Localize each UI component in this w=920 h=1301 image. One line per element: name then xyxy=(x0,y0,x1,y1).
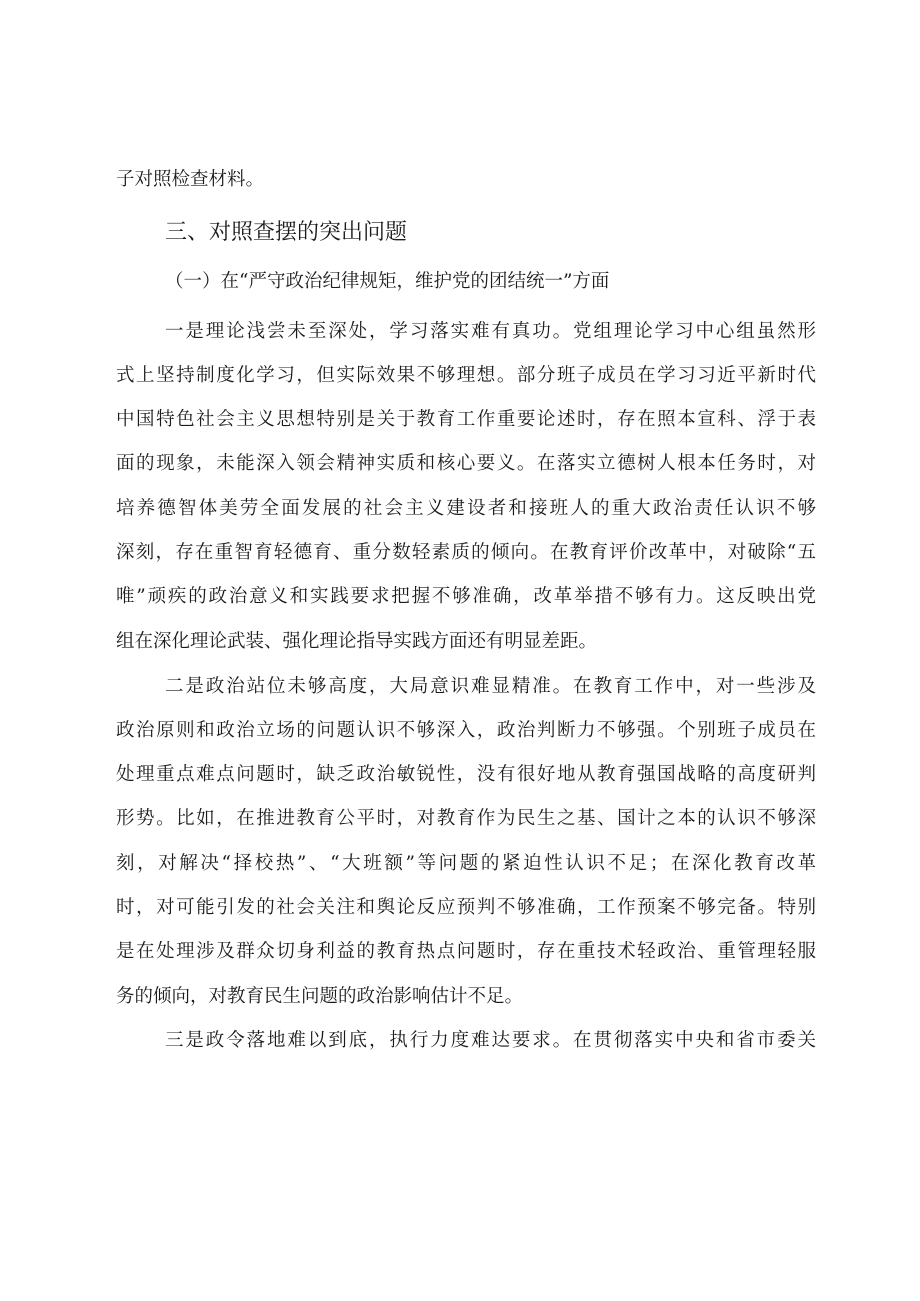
section-heading: 三、对照查摆的突出问题 xyxy=(165,220,408,245)
paragraph-1-line-7: 唯”顽疾的政治意义和实践要求把握不够准确，改革举措不够有力。这反映出党 xyxy=(116,586,816,607)
paragraph-2-line-2: 政治原则和政治立场的问题认识不够深入，政治判断力不够强。个别班子成员在 xyxy=(116,720,816,741)
paragraph-1-line-2: 式上坚持制度化学习，但实际效果不够理想。部分班子成员在学习习近平新时代 xyxy=(116,365,816,386)
paragraph-2-line-5: 刻，对解决“择校热”、“大班额”等问题的紧迫性认识不足；在深化教育改革 xyxy=(116,853,816,874)
paragraph-1-line-6: 深刻，存在重智育轻德育、重分数轻素质的倾向。在教育评价改革中，对破除“五 xyxy=(116,542,816,563)
paragraph-2-line-7: 是在处理涉及群众切身利益的教育热点问题时，存在重技术轻政治、重管理轻服 xyxy=(116,941,816,962)
paragraph-3-line-1: 三是政令落地难以到底，执行力度难达要求。在贯彻落实中央和省市委关 xyxy=(165,1030,816,1051)
paragraph-1-line-8: 组在深化理论武装、强化理论指导实践方面还有明显差距。 xyxy=(116,631,598,652)
paragraph-2-line-1: 二是政治站位未够高度，大局意识难显精准。在教育工作中，对一些涉及 xyxy=(165,676,816,697)
intro-tail-line: 子对照检查材料。 xyxy=(116,169,265,190)
paragraph-1-line-5: 培养德智体美劳全面发展的社会主义建设者和接班人的重大政治责任认识不够 xyxy=(116,498,816,519)
paragraph-1-line-1: 一是理论浅尝未至深处，学习落实难有真功。党组理论学习中心组虽然形 xyxy=(165,321,816,342)
paragraph-2-line-3: 处理重点难点问题时，缺乏政治敏锐性，没有很好地从教育强国战略的高度研判 xyxy=(116,764,816,785)
subsection-heading: （一）在“严守政治纪律规矩，维护党的团结统一”方面 xyxy=(165,271,610,292)
paragraph-2-line-6: 时，对可能引发的社会关注和舆论反应预判不够准确，工作预案不够完备。特别 xyxy=(116,897,816,918)
paragraph-2-line-4: 形势。比如，在推进教育公平时，对教育作为民生之基、国计之本的认识不够深 xyxy=(116,808,816,829)
paragraph-1-line-3: 中国特色社会主义思想特别是关于教育工作重要论述时，存在照本宣科、浮于表 xyxy=(116,409,816,430)
paragraph-1-line-4: 面的现象，未能深入领会精神实质和核心要义。在落实立德树人根本任务时，对 xyxy=(116,453,816,474)
paragraph-2-line-8: 务的倾向，对教育民生问题的政治影响估计不足。 xyxy=(116,986,524,1007)
